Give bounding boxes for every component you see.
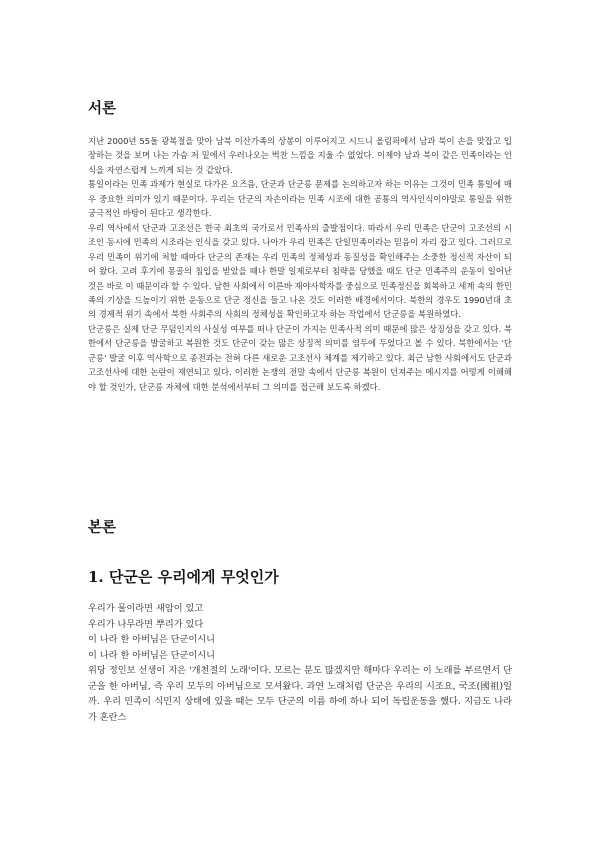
intro-paragraph: 지난 2000년 55돌 광복절을 맞아 남북 이산가족의 상봉이 이루어지고 시드니 올림픽에서 남과 북이 손을 맞잡고 입장하는 것을 보며 나는 가슴 저 밑에서 우러나오는 벅찬 느낌을 지울 수 없었다. 이제야 남과 북이 같은 민족이라는 인식을 자연스럽게 느끼게 되는 것 같았다.: [88, 136, 512, 175]
intro-paragraph: 통일이라는 민족 과제가 현실로 다가온 요즈음, 단군과 단군릉 문제를 논의하고자 하는 이유는 그것이 민족 통일에 매우 중요한 의미가 있기 때문이다. 우리는 단군의 자손이라는 민족 시조에 대한 공통의 역사인식이야말로 통일을 위한 궁극적인 바탕이 된다고 생각한다.: [88, 179, 512, 219]
poem-quote: [88, 601, 215, 663]
introduction-heading: 서론: [88, 100, 117, 117]
intro-paragraph: 단군릉은 실제 단군 무덤인지의 사실성 여부를 떠나 단군이 가지는 민족사적 의미 때문에 많은 상징성을 갖고 있다. 북한에서 단군릉을 발굴하고 복원한 것도 단군이 갖는 많은 상징적 의미를 염두에 두었다고 볼 수 있다. 북한에서는 '단군릉' 발굴 이후 역사학으로 종전과는 전혀 다른 새로운 고조선사 체계를 제기하고 있다. 최근 남한 사회에서도 단군과 고조선사에 대한 논란이 재연되고 있다. 이러한 논쟁의 전말 속에서 단군릉 복원이 던져주는 메시지를 어떻게 이해해야 할 것인가, 단군릉 자체에 대한 분석에서부터 그 의미를 접근해 보도록 하겠다.: [88, 323, 512, 392]
poem-line: 이 나라 한 아버님은 단군이시니: [88, 634, 216, 646]
intro-paragraph: 우리 역사에서 단군과 고조선은 한국 최초의 국가로서 민족사의 출발점이다. 따라서 우리 민족은 단군이 고조선의 시조인 동시에 민족의 시조라는 인식을 갖고 있다. 나아가 우리 민족은 단일민족이라는 믿음이 자리 잡고 있다. 그러므로 우리 민족이 위기에 처할 때마다 단군의 존재는 우리 민족의 정체성과 동질성을 확인해주는 소중한 정신적 자산이 되어 왔다. 고려 후기에 몽골의 침입을 받았을 때나 한말 일제로부터 침략을 당했을 때도 단군 민족주의 운동이 일어난 것은 바로 이 때문이라 할 수 있다. 남한 사회에서 이른바 재야사학자를 중심으로 민족정신을 회복하고 세계 속의 한민족의 기상을 드높이기 위한 운동으로 단군 정신을 들고 나온 것도 이러한 배경에서이다. 북한의 경우도 1990년대 초의 경제적 위기 속에서 북한 사회주의 사회의 정체성을 확인하고자 하는 작업에서 단군릉을 복원하였다.: [88, 222, 512, 320]
introduction-text: [88, 134, 512, 394]
poem-line: 우리가 나무라면 뿌리가 있다: [88, 618, 204, 630]
poem-line: 우리가 물이라면 새암이 있고: [88, 603, 204, 614]
chapter-title: 1. 단군은 우리에게 무엇인가: [88, 568, 279, 586]
body-paragraph: 위당 정인보 선생이 지은 '개천절의 노래'이다. 모르는 분도 많겠지만 해마다 우리는 이 노래를 부르면서 단군을 한 아버님, 즉 우리 모두의 아버님으로 모셔왔다. 과연 노래처럼 단군은 우리의 시조요, 국조(國祖)일까. 우리 민족이 식민지 상태에 있을 때는 모두 단군의 이름 하에 하나 되어 독립운동을 했다. 지금도 나라가 혼란스: [88, 665, 512, 723]
body-heading: 본론: [88, 519, 117, 536]
poem-line: 이 나라 한 아버님은 단군이시니: [88, 649, 216, 661]
